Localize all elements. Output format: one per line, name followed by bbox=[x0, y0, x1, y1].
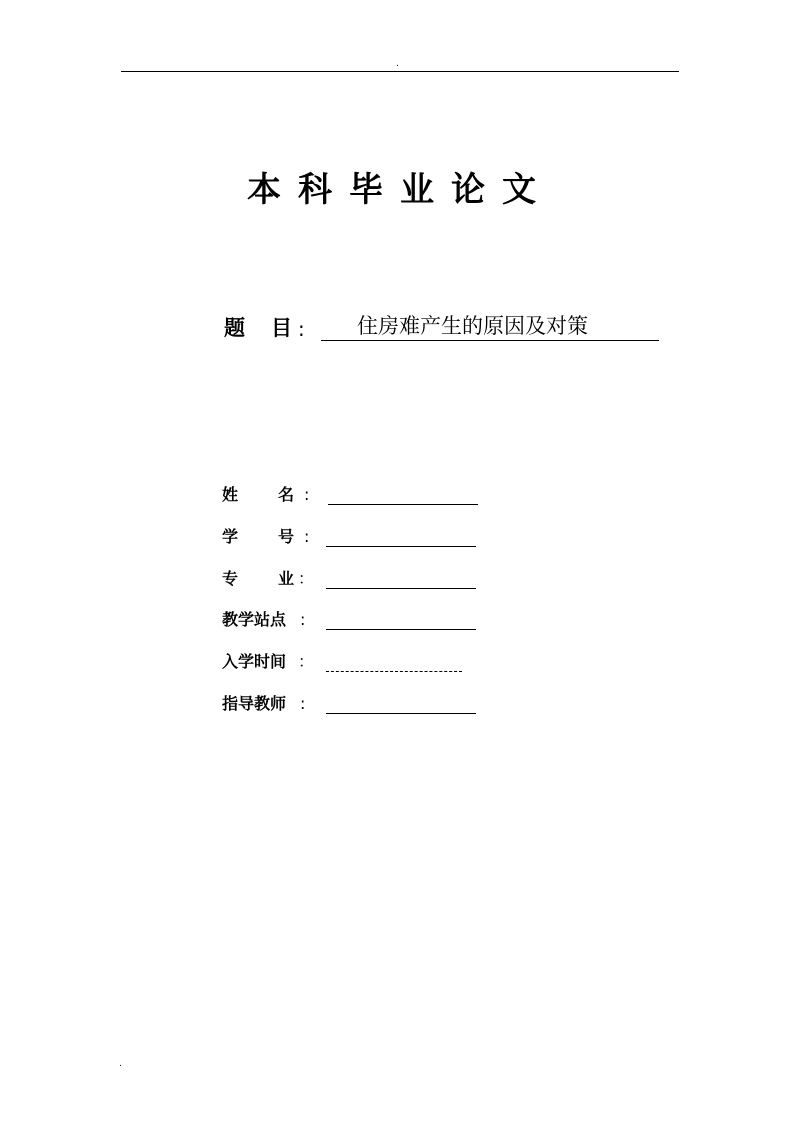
field-major-line bbox=[326, 588, 476, 589]
field-study-center-colon: : bbox=[300, 610, 306, 629]
field-major-label bbox=[222, 567, 294, 591]
field-student-id-label bbox=[222, 525, 294, 549]
field-name-label-b: 名 bbox=[278, 485, 295, 504]
field-advisor-label: 指导教师 bbox=[222, 694, 287, 713]
field-enrollment-date bbox=[222, 650, 492, 676]
header-rule bbox=[121, 71, 679, 72]
field-major bbox=[222, 567, 492, 593]
field-enrollment-date-label: 入学时间 bbox=[222, 652, 287, 671]
field-student-id-line bbox=[326, 546, 476, 547]
topic-label-part2: 目 bbox=[271, 316, 292, 340]
field-major-label-a: 专 bbox=[222, 569, 239, 588]
field-student-id-label-b: 号 bbox=[278, 527, 295, 546]
field-study-center-line bbox=[326, 629, 476, 630]
field-advisor-line bbox=[326, 713, 476, 714]
footer-mark: . bbox=[119, 1059, 122, 1069]
header-mark: . bbox=[396, 59, 399, 69]
topic-field bbox=[321, 310, 659, 341]
field-advisor-colon: : bbox=[300, 694, 306, 713]
field-name-colon: : bbox=[304, 485, 310, 504]
field-student-id-colon: : bbox=[304, 527, 310, 546]
field-name bbox=[222, 483, 492, 509]
field-name-line bbox=[328, 504, 478, 505]
topic-label-part1: 题 bbox=[224, 316, 245, 340]
field-enrollment-date-line bbox=[326, 671, 462, 672]
field-advisor bbox=[222, 692, 492, 718]
field-major-colon: ： bbox=[298, 569, 315, 588]
field-study-center-label: 教学站点 bbox=[222, 610, 287, 629]
field-study-center bbox=[222, 608, 492, 634]
field-major-label-b: 业 bbox=[278, 569, 295, 588]
field-student-id-label-a: 学 bbox=[222, 527, 239, 546]
topic-value: 住房难产生的原因及对策 bbox=[357, 314, 588, 338]
field-enrollment-date-colon: ： bbox=[298, 652, 315, 671]
topic-label bbox=[224, 312, 292, 344]
document-title: 本科毕业论文 bbox=[247, 170, 553, 210]
field-student-id bbox=[222, 525, 492, 551]
field-name-label bbox=[222, 483, 294, 507]
topic-colon: : bbox=[298, 317, 305, 341]
field-name-label-a: 姓 bbox=[222, 485, 239, 504]
